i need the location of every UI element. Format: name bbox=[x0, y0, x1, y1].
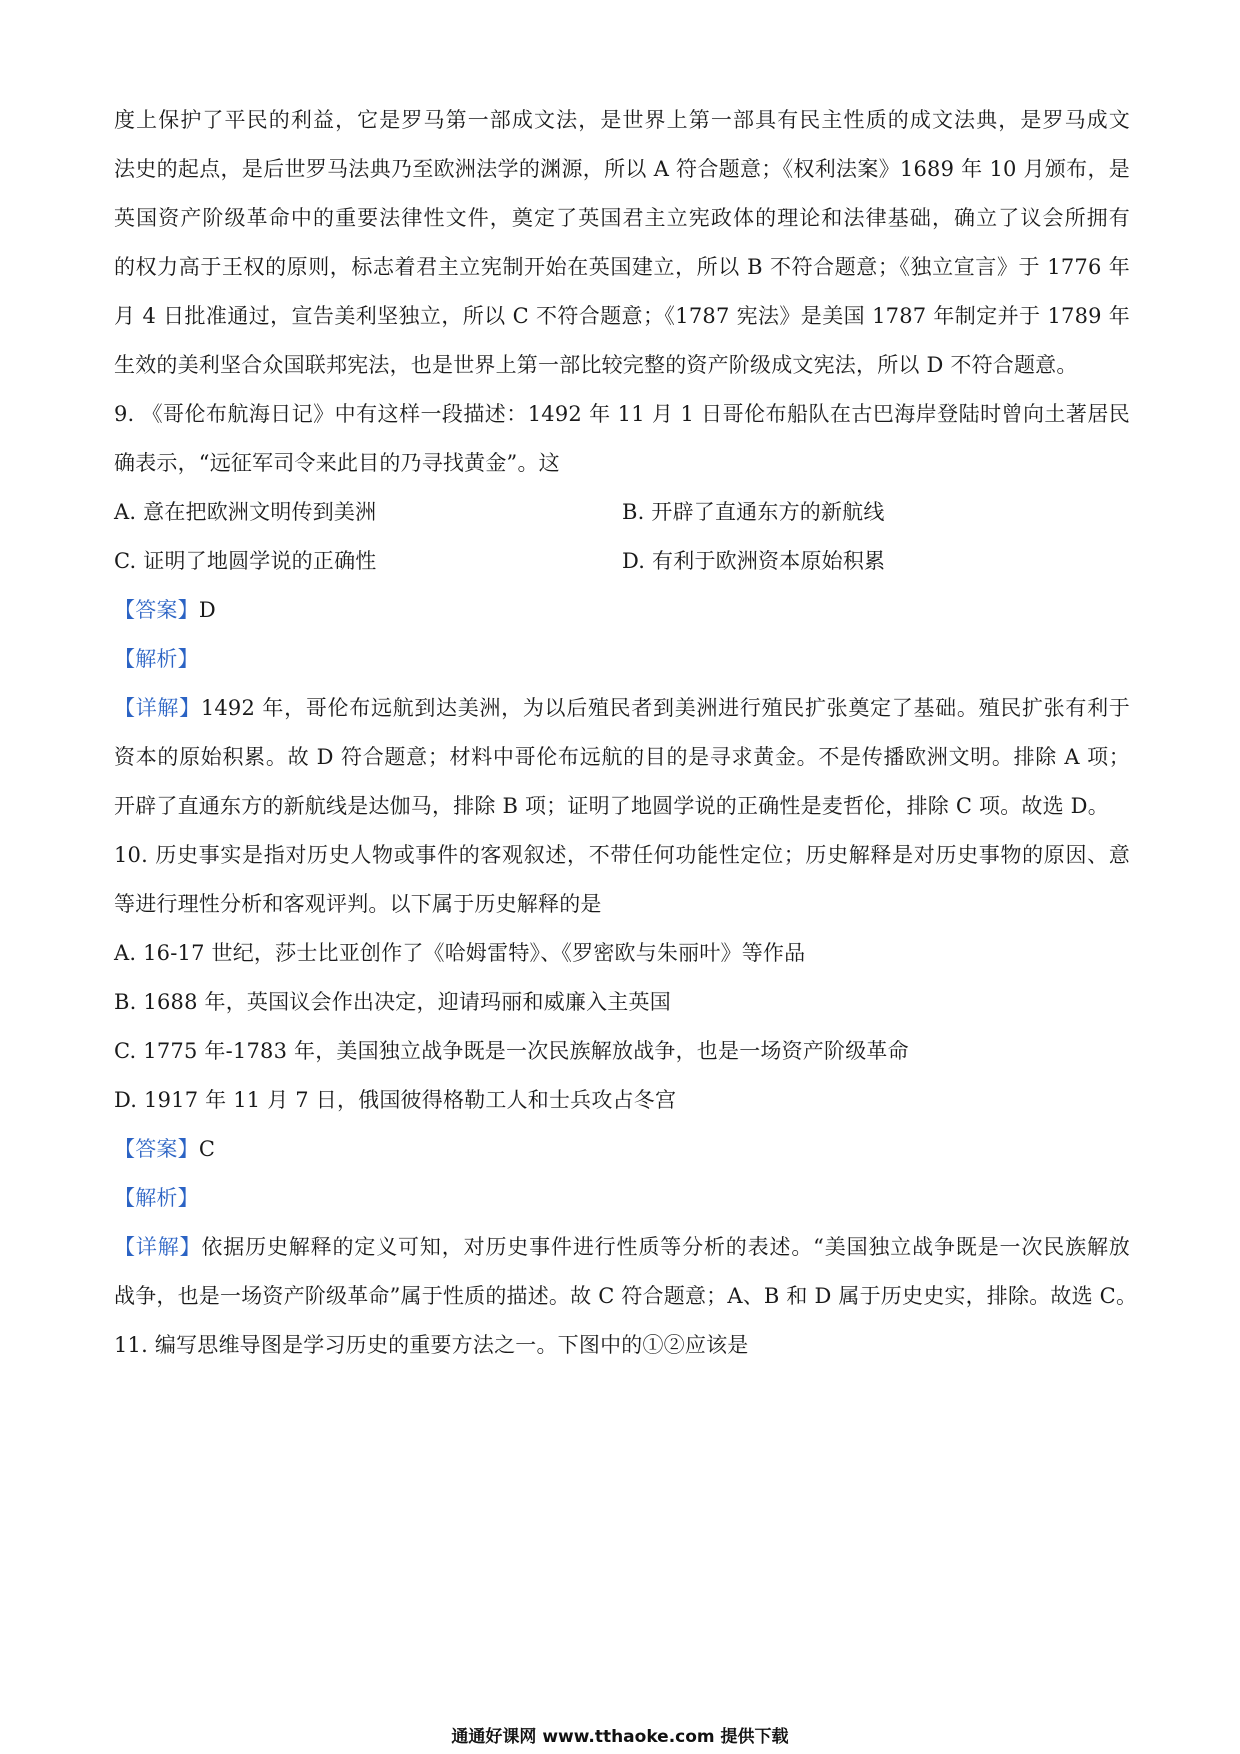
answer-value: C bbox=[198, 1137, 216, 1161]
analysis-tag: 【解析】 bbox=[114, 647, 199, 671]
explanation-line: 生效的美利坚合众国联邦宪法，也是世界上第一部比较完整的资产阶级成文宪法，所以 D 不符合题意。 bbox=[114, 353, 1078, 377]
option-d: D. 1917 年 11 月 7 日，俄国彼得格勒工人和士兵攻占冬宫 bbox=[114, 1088, 677, 1112]
detail-text: 1492 年，哥伦布远航到达美洲，为以后殖民者到美洲进行殖民扩张奠定了基础。殖民扩张有利于 bbox=[200, 696, 1130, 720]
option-b: B. 1688 年，英国议会作出决定，迎请玛丽和威廉入主英国 bbox=[114, 990, 671, 1014]
detail-tag: 【详解】 bbox=[114, 1235, 202, 1259]
option-row bbox=[114, 537, 1130, 586]
explanation-line: 英国资产阶级革命中的重要法律性文件，奠定了英国君主立宪政体的理论和法律基础，确立了议会所拥有 bbox=[114, 206, 1130, 230]
previous-question-explanation bbox=[114, 96, 1130, 390]
option-a: A. 16-17 世纪，莎士比亚创作了《哈姆雷特》、《罗密欧与朱丽叶》等作品 bbox=[114, 941, 806, 965]
question-stem-line: 等进行理性分析和客观评判。以下属于历史解释的是 bbox=[114, 892, 602, 916]
question-11 bbox=[114, 1321, 1130, 1370]
option-c: C. 1775 年-1783 年，美国独立战争既是一次民族解放战争，也是一场资产阶级革命 bbox=[114, 1039, 909, 1063]
answer-line bbox=[114, 1125, 1130, 1174]
analysis-line bbox=[114, 635, 1130, 684]
option-b: B. 开辟了直通东方的新航线 bbox=[622, 500, 885, 524]
detail-line: 战争，也是一场资产阶级革命”属于性质的描述。故 C 符合题意；A、B 和 D 属于历史史实，排除。故选 C。 bbox=[114, 1284, 1138, 1308]
option-a: A. 意在把欧洲文明传到美洲 bbox=[114, 500, 377, 524]
option-row bbox=[114, 488, 1130, 537]
explanation-line: 度上保护了平民的利益，它是罗马第一部成文法，是世界上第一部具有民主性质的成文法典，是罗马成文 bbox=[114, 108, 1130, 132]
answer-tag: 【答案】 bbox=[114, 598, 199, 622]
detail-line bbox=[114, 1223, 1130, 1272]
footer-watermark: 通通好课网 www.tthaoke.com 提供下载 bbox=[451, 1727, 789, 1747]
question-10 bbox=[114, 831, 1138, 1321]
explanation-line: 的权力高于王权的原则，标志着君主立宪制开始在英国建立，所以 B 不符合题意；《独立宣言》于 1776 年 bbox=[114, 255, 1130, 279]
answer-value: D bbox=[198, 598, 216, 622]
analysis-line bbox=[114, 1174, 1130, 1223]
detail-line: 开辟了直通东方的新航线是达伽马，排除 B 项；证明了地圆学说的正确性是麦哲伦，排除 C 项。故选 D。 bbox=[114, 794, 1109, 818]
question-stem-line: 确表示，“远征军司令来此目的乃寻找黄金”。这 bbox=[114, 451, 560, 475]
analysis-tag: 【解析】 bbox=[114, 1186, 199, 1210]
detail-line bbox=[114, 684, 1130, 733]
question-stem-line: 10. 历史事实是指对历史人物或事件的客观叙述，不带任何功能性定位；历史解释是对历史事物的原因、意 bbox=[114, 843, 1130, 867]
explanation-line: 月 4 日批准通过，宣告美利坚独立，所以 C 不符合题意；《1787 宪法》是美国 1787 年制定并于 1789 年 bbox=[114, 304, 1130, 328]
question-stem-line: 9. 《哥伦布航海日记》中有这样一段描述：1492 年 11 月 1 日哥伦布船队在古巴海岸登陆时曾向土著居民 bbox=[114, 402, 1130, 426]
option-d: D. 有利于欧洲资本原始积累 bbox=[622, 549, 886, 573]
document-page bbox=[114, 96, 1138, 1370]
detail-tag: 【详解】 bbox=[114, 696, 201, 720]
detail-line: 资本的原始积累。故 D 符合题意；材料中哥伦布远航的目的是寻求黄金。不是传播欧洲文明。排除 A 项； bbox=[114, 745, 1130, 769]
answer-line bbox=[114, 586, 1130, 635]
option-c: C. 证明了地圆学说的正确性 bbox=[114, 549, 377, 573]
answer-tag: 【答案】 bbox=[114, 1137, 199, 1161]
explanation-line: 法史的起点，是后世罗马法典乃至欧洲法学的渊源，所以 A 符合题意；《权利法案》1689 年 10 月颁布，是 bbox=[114, 157, 1130, 181]
detail-text: 依据历史解释的定义可知，对历史事件进行性质等分析的表述。“美国独立战争既是一次民族解放 bbox=[201, 1235, 1130, 1259]
question-stem-line: 11. 编写思维导图是学习历史的重要方法之一。下图中的①②应该是 bbox=[114, 1333, 749, 1357]
question-9 bbox=[114, 390, 1130, 831]
